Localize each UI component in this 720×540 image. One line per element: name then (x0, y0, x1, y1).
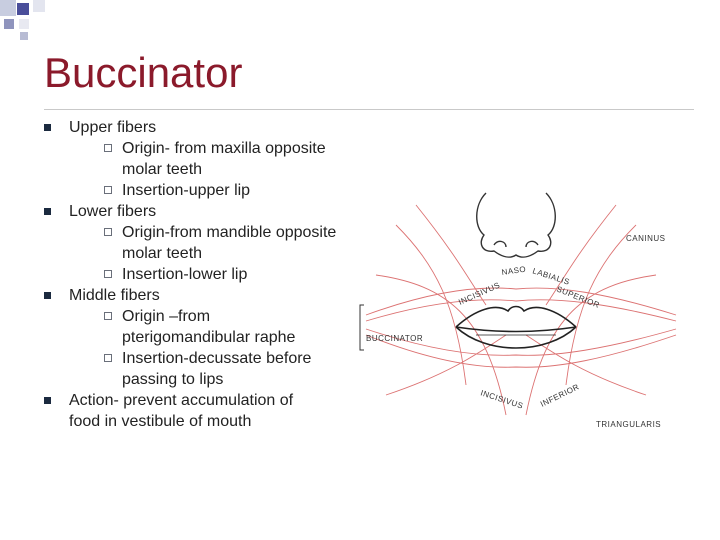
bullet-list (42, 117, 372, 432)
label-labialis: LABIALIS (531, 266, 571, 287)
label-inferior: INFERIOR (538, 382, 581, 409)
label-triangularis: TRIANGULARIS (596, 420, 662, 429)
slide-title: Buccinator (44, 49, 243, 96)
sub-bullet-text: passing to lips (122, 371, 224, 388)
title-divider (44, 109, 694, 110)
bullet-action (42, 390, 372, 411)
corner-decoration (0, 0, 60, 40)
sub-bullet-text: pterigomandibular raphe (122, 329, 296, 346)
square-bullet-icon (44, 292, 51, 299)
label-incisivus-top: INCISIVUS (457, 280, 502, 307)
hollow-square-bullet-icon (104, 144, 112, 152)
label-buccinator: BUCCINATOR (366, 334, 424, 343)
nose-drawing (477, 193, 556, 257)
sub-bullet-continuation (42, 243, 372, 264)
sub-bullet-text: Insertion-decussate before (122, 350, 312, 367)
square-bullet-icon (44, 208, 51, 215)
label-superior: SUPERIOR (555, 284, 602, 311)
sub-bullet-continuation (42, 159, 372, 180)
label-caninus: CANINUS (626, 234, 666, 243)
sub-bullet-text: Origin-from mandible opposite (122, 224, 337, 241)
hollow-square-bullet-icon (104, 228, 112, 236)
sub-bullet (42, 348, 372, 369)
hollow-square-bullet-icon (104, 312, 112, 320)
bullet-continuation (42, 411, 372, 432)
buccinator-bracket (360, 305, 364, 350)
sub-bullet-text: Origin –from (122, 308, 211, 325)
sub-bullet (42, 306, 372, 327)
sub-bullet-text: Insertion-lower lip (122, 266, 248, 283)
sub-bullet-continuation (42, 327, 372, 348)
lips-drawing (456, 307, 576, 349)
sub-bullet-text: Insertion-upper lip (122, 182, 251, 199)
bullet-text: food in vestibule of mouth (69, 413, 252, 430)
bullet-text: Middle fibers (69, 287, 160, 304)
sub-bullet (42, 138, 372, 159)
label-incisivus-bottom: INCISIVUS (479, 388, 525, 411)
bullet-text: Upper fibers (69, 119, 157, 136)
bullet-upper-fibers (42, 117, 372, 138)
square-bullet-icon (44, 397, 51, 404)
sub-bullet (42, 264, 372, 285)
hollow-square-bullet-icon (104, 270, 112, 278)
sub-bullet-continuation (42, 369, 372, 390)
bullet-middle-fibers (42, 285, 372, 306)
bullet-text: Action- prevent accumulation of (69, 392, 294, 409)
sub-bullet-text: Origin- from maxilla opposite (122, 140, 326, 157)
sub-bullet-text: molar teeth (122, 245, 203, 262)
hollow-square-bullet-icon (104, 186, 112, 194)
square-bullet-icon (44, 124, 51, 131)
bullet-lower-fibers (42, 201, 372, 222)
hollow-square-bullet-icon (104, 354, 112, 362)
buccinator-diagram (356, 185, 692, 435)
label-naso: NASO (501, 264, 527, 277)
sub-bullet-text: molar teeth (122, 161, 203, 178)
sub-bullet (42, 180, 372, 201)
sub-bullet (42, 222, 372, 243)
bullet-text: Lower fibers (69, 203, 157, 220)
